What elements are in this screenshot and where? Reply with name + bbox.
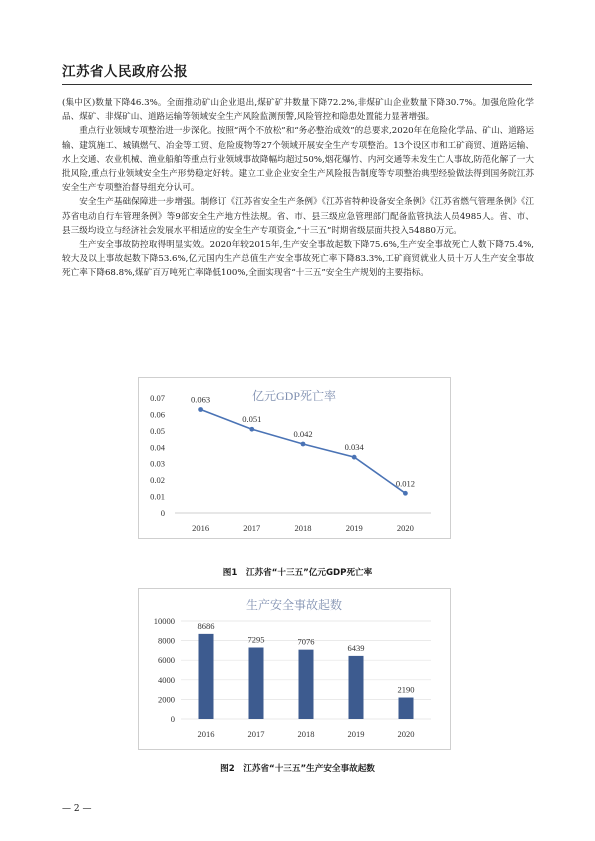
y-tick-label: 6000 [158,655,175,666]
y-tick-label: 0.07 [150,393,165,403]
bar [299,650,314,719]
y-tick-label: 4000 [158,674,175,685]
publication-header [62,60,532,80]
bar [249,648,264,719]
data-point [301,442,306,447]
line-chart-gdp-death-rate [138,377,451,539]
chart-title: 亿元GDP死亡率 [251,389,337,403]
paragraph-3: 安全生产基础保障进一步增强。制修订《江苏省安全生产条例》《江苏省特种设备安全条例》《江苏省燃气管理条例》《江苏省电动自行车管理条例》等9部安全生产地方性法规。省、市、县三级应急管理部门配备监管执法人员4985人。省、市、县三级均设立与经济社会发展水平相适应的安全生产专项资金,“十三五”时期省级层面共投入54880万元。 [62,197,534,236]
data-label: 0.012 [395,478,415,489]
chart-title: 生产安全事故起数 [245,598,343,612]
bar-chart-svg [139,589,450,749]
x-tick-label: 2017 [247,729,265,739]
x-tick-label: 2018 [294,523,312,533]
line-chart-svg [139,378,450,538]
x-tick-label: 2020 [396,523,414,533]
data-point [403,491,408,496]
header-divider [62,84,532,85]
y-tick-label: 0.06 [150,409,165,420]
data-label: 2190 [397,684,415,695]
series-line [201,410,406,494]
data-label: 6439 [347,642,365,653]
figure-1-caption: 图1 江苏省“十三五”亿元GDP死亡率 [222,568,373,578]
y-tick-label: 0.02 [150,475,165,486]
x-tick-label: 2020 [397,729,415,739]
bar [349,656,364,719]
publication-title: 江苏省人民政府公报 [62,64,188,80]
bar-chart-accident-count [138,588,451,750]
bar [399,698,414,719]
x-tick-label: 2017 [243,523,261,533]
body-text [62,96,534,281]
page-number: — 2 — [62,804,92,814]
y-tick-label: 0.04 [150,442,165,453]
x-tick-label: 2019 [347,729,365,739]
figure-2-caption: 图2 江苏省“十三五”生产安全事故起数 [220,764,375,774]
data-label: 7076 [297,636,315,647]
data-label: 0.051 [242,414,262,425]
data-label: 8686 [197,620,215,631]
x-tick-label: 2019 [345,523,363,533]
data-label: 0.042 [293,429,313,439]
bar [199,634,214,719]
y-tick-label: 10000 [153,616,175,626]
x-tick-label: 2016 [197,729,215,739]
y-tick-label: 0.01 [150,491,165,502]
paragraph-4: 生产安全事故防控取得明显实效。2020年较2015年,生产安全事故起数下降75.6%,生产安全事故死亡人数下降75.4%,较大及以上事故起数下降53.6%,亿元国内生产总值生产安全事故死亡率下降83.3%,工矿商贸就业人员十万人生产安全事故死亡率下降68.8%,煤矿百万吨死亡率降低100%,全面实现省“十三五”安全生产规划的主要指标。 [62,240,534,279]
paragraph-1: (集中区)数量下降46.3%。全面推动矿山企业退出,煤矿矿井数量下降72.2%,非煤矿山企业数量下降30.7%。加强危险化学品、煤矿、非煤矿山、道路运输等领域安全生产风险监测预警,风险管控和隐患处置能力显著增强。 [62,98,534,123]
y-tick-label: 2000 [158,694,175,705]
data-label: 7295 [247,634,265,645]
y-tick-label: 0.03 [150,458,165,469]
data-point [249,427,254,432]
x-tick-label: 2018 [297,729,315,739]
y-tick-label: 0 [170,714,175,724]
y-tick-label: 0.05 [150,425,165,436]
data-point [352,455,357,460]
data-label: 0.063 [191,394,211,405]
data-point [198,407,203,412]
data-label: 0.034 [344,442,364,453]
y-tick-label: 0 [160,508,165,518]
paragraph-2: 重点行业领域专项整治进一步深化。按照“两个不放松”和“务必整治成效”的总要求,2020年在危险化学品、矿山、道路运输、建筑施工、城镇燃气、冶金等工贸、危险废物等27个领域开展安全生产专项整治。13个设区市和工矿商贸、道路运输、水上交通、农业机械、渔业船舶等重点行业领域事故降幅均超过50%,烟花爆竹、内河交通等未发生亡人事故,防范化解了一大批风险,重点行业领域安全生产形势稳定好转。建立工业企业安全生产风险报告制度等专项整治典型经验做法得到国务院江苏安全生产专项整治督导组充分认可。 [62,126,534,194]
y-tick-label: 8000 [158,635,175,646]
x-tick-label: 2016 [192,523,210,533]
